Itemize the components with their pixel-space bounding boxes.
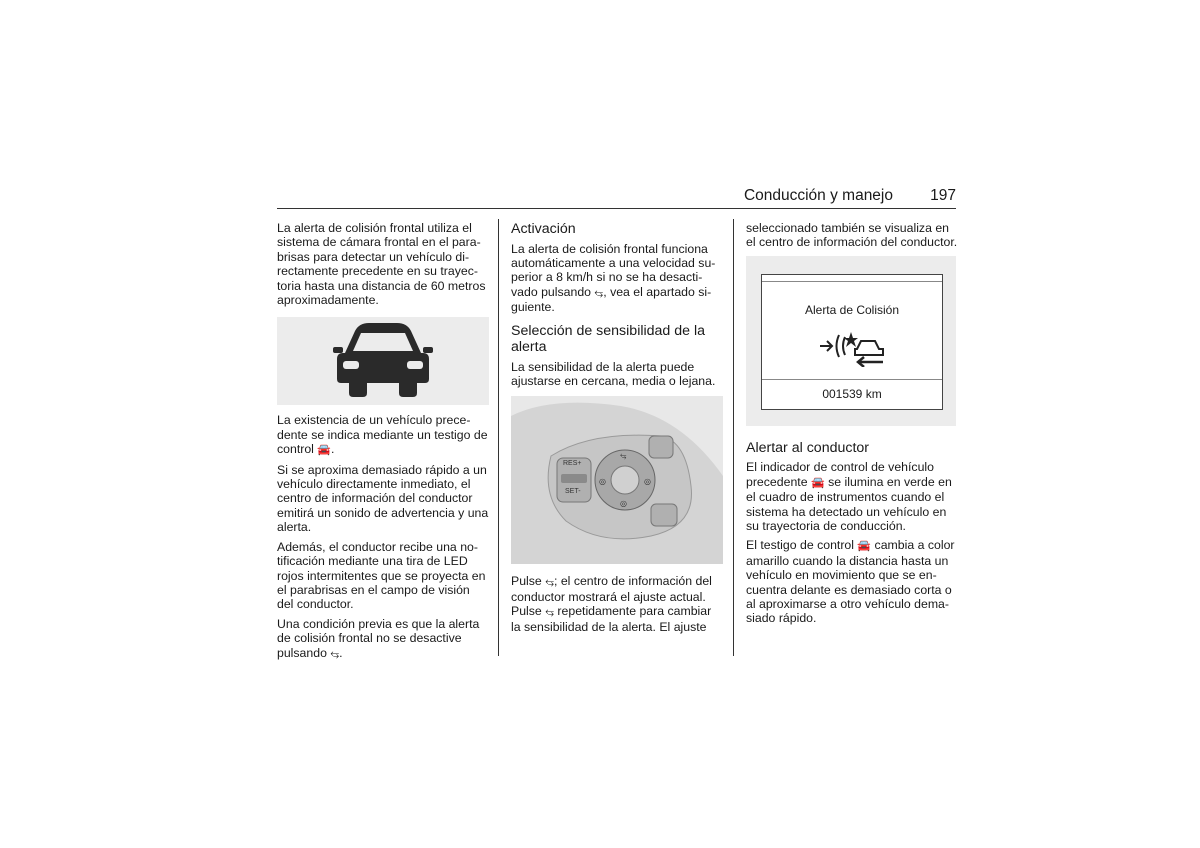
driver-info-display-figure bbox=[746, 256, 956, 426]
col3-p3b: cambia a color amarillo cuando la distancia hasta un vehículo en movimiento que se encuentra delante es demasiado corta o al aproximarse a otro vehículo demasiado rápido. bbox=[746, 538, 955, 626]
col1-paragraph-4: Además, el conductor recibe una notificación mediante una tira de LED rojos intermitentes que se proyecta en el parabrisas en el campo de visión del conductor. bbox=[277, 539, 486, 612]
col1-p2-text: La existencia de un vehículo precedente se indica mediante un testigo de control bbox=[277, 413, 488, 457]
col1-p5-end: . bbox=[339, 645, 343, 660]
col3-p3a: El testigo de control bbox=[746, 538, 858, 553]
collision-alert-button-icon: ⥃ bbox=[545, 606, 554, 619]
heading-activacion: Activación bbox=[511, 221, 576, 237]
collision-alert-button-icon: ⥃ bbox=[620, 451, 627, 461]
limiter-button-icon: ◎ bbox=[599, 477, 606, 487]
gap-button-icon: ◎ bbox=[620, 499, 627, 509]
car-front-icon: 🚘 bbox=[317, 444, 332, 457]
steering-wheel-controls-illustration bbox=[511, 396, 723, 564]
column-divider-2 bbox=[733, 219, 734, 656]
col3-p2a: El indicador de control de vehículo precedente bbox=[746, 460, 934, 489]
col1-paragraph-1: La alerta de colisión frontal utiliza el sistema de cámara frontal en el parabrisas para detectar un vehículo directamente precedente en su trayectoria hasta una distancia de 60 metros aproximadamente. bbox=[277, 221, 486, 308]
col3-paragraph-2 bbox=[746, 460, 958, 533]
col2-paragraph-3 bbox=[511, 574, 723, 634]
col1-paragraph-3: Si se aproxima demasiado rápido a un vehículo directamente inmediato, el centro de información del conductor emitirá un sonido de advertencia y una alerta. bbox=[277, 462, 489, 535]
col2-p1-text: La alerta de colisión frontal funciona automáticamente a una velocidad superior a 8 km/h si no se ha desactivado pulsando bbox=[511, 241, 716, 299]
cruise-button-icon: ◎ bbox=[644, 477, 651, 487]
col2-p3a: Pulse bbox=[511, 574, 546, 589]
res-label: RES+ bbox=[563, 460, 582, 468]
column-divider-1 bbox=[498, 219, 499, 656]
car-front-icon: 🚘 bbox=[857, 540, 872, 553]
car-front-icon bbox=[277, 317, 489, 405]
col2-paragraph-2: La sensibilidad de la alerta puede ajustarse en cercana, media o lejana. bbox=[511, 359, 716, 388]
col2-p1-end: , vea el apartado siguiente. bbox=[511, 284, 712, 315]
driver-info-display bbox=[761, 274, 943, 410]
collision-alert-button-icon: ⥃ bbox=[594, 286, 604, 299]
collision-warning-icon bbox=[817, 325, 893, 367]
col2-p3c: repetidamente para cambiar la sensibilidad de la alerta. El ajuste bbox=[511, 604, 712, 634]
heading-alertar: Alertar al conductor bbox=[746, 439, 870, 456]
heading-sensibilidad: Selección de sensibilidad de la alerta bbox=[511, 322, 706, 356]
collision-alert-button-icon: ⥃ bbox=[545, 576, 554, 589]
column-1 bbox=[277, 221, 489, 666]
collision-alert-button-icon: ⥃ bbox=[330, 647, 340, 660]
col1-paragraph-2 bbox=[277, 413, 489, 457]
header-rule bbox=[277, 208, 956, 209]
set-label: SET- bbox=[565, 488, 581, 496]
page-number: 197 bbox=[930, 187, 956, 204]
steering-wheel-figure bbox=[511, 396, 723, 564]
odometer-readout: 001539 km bbox=[822, 386, 882, 401]
col3-paragraph-1: seleccionado también se visualiza en el centro de información del conductor. bbox=[746, 221, 958, 250]
col1-paragraph-5 bbox=[277, 617, 489, 661]
column-3 bbox=[746, 221, 958, 631]
car-front-icon: 🚘 bbox=[810, 476, 825, 489]
col2-p3b: ; el centro de información del conductor mostrará el ajuste actual. Pulse bbox=[511, 574, 712, 619]
section-title: Conducción y manejo bbox=[743, 187, 893, 204]
col3-p2b: se ilumina en verde en el cuadro de instrumentos cuando el sistema ha detectado un vehículo en su trayectoria de conducción. bbox=[746, 474, 952, 533]
col3-paragraph-3 bbox=[746, 538, 958, 625]
col1-p5-text: Una condición previa es que la alerta de colisión frontal no se desactive pulsando bbox=[277, 616, 480, 660]
column-2 bbox=[511, 221, 723, 639]
col1-p2-end: . bbox=[331, 442, 335, 457]
col2-paragraph-1 bbox=[511, 242, 723, 315]
car-figure bbox=[277, 317, 489, 405]
display-title: Alerta de Colisión bbox=[804, 302, 900, 317]
